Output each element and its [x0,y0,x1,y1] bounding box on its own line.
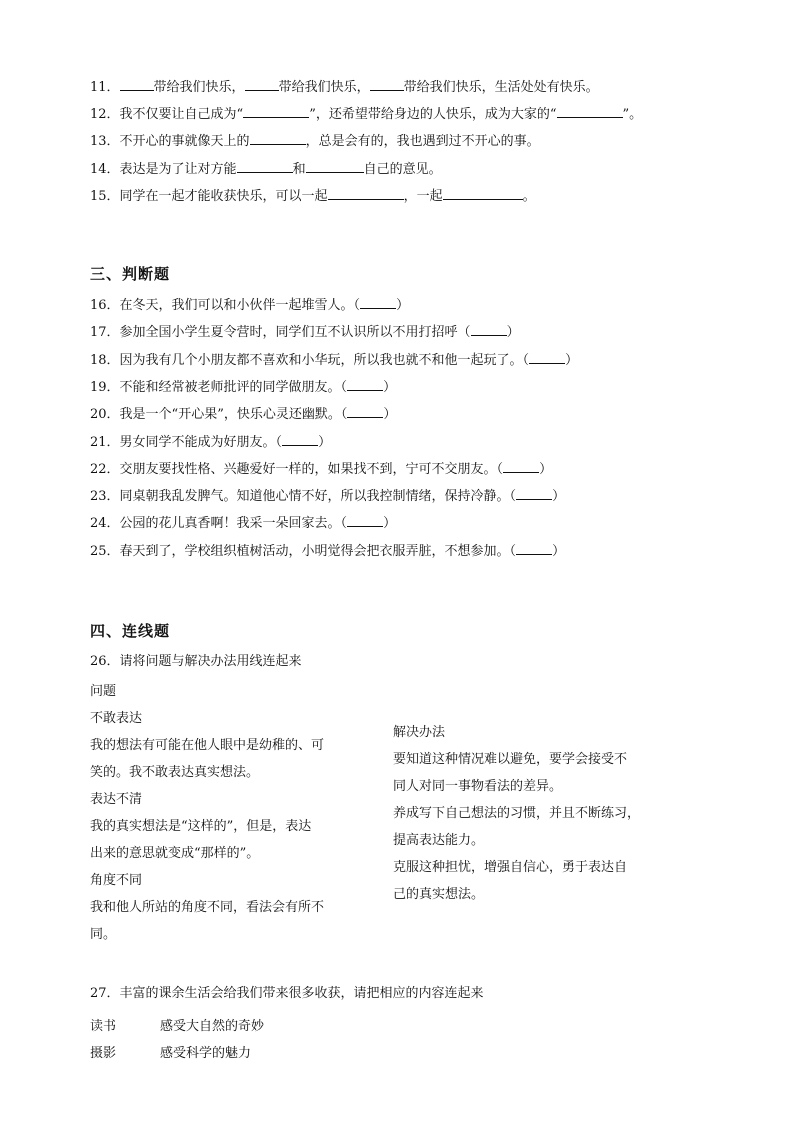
activity-item[interactable]: 摄影 [90,1046,117,1061]
answer-blank[interactable] [529,351,565,364]
judgment-question: 16．在冬天，我们可以和小伙伴一起堆雪人。（ ） [90,298,410,313]
answer-blank[interactable] [245,78,279,91]
answer-blank[interactable] [250,132,306,145]
judgment-question: 19．不能和经常被老师批评的同学做朋友。（ ） [90,379,397,395]
solution-text: 要知道这种情况难以避免，要学会接受不 [393,752,628,767]
problem-column [90,678,324,948]
answer-blank[interactable] [306,160,364,173]
judgment-question: 17．参加全国小学生夏令营时，同学们互不认识所以不用打招呼（ ） [90,325,520,341]
problem-text: 角度不同 [90,873,143,888]
problem-text: 我的真实想法是“这样的”，但是，表达 [90,819,312,834]
solution-text: 同人对同一事物看法的差异。 [393,779,563,794]
match-row [90,1015,264,1034]
answer-blank[interactable] [471,323,507,336]
question-11: 11． 带给我们快乐， 带给我们快乐， 带给我们快乐，生活处处有快乐。 [90,80,599,95]
problem-text: 表达不清 [90,792,143,807]
answer-blank[interactable] [347,514,383,527]
solution-column [393,719,640,908]
answer-blank[interactable] [516,487,552,500]
answer-blank[interactable] [347,378,383,391]
judgment-question: 24．公园的花儿真香啊！我采一朵回家去。（ ） [90,516,397,532]
solution-text: 己的真实想法。 [393,887,485,902]
question-26-prompt: 26．请将问题与解决办法用线连起来 [90,654,302,669]
section-title-matching: 四、连线题 [90,622,171,640]
problem-text: 同。 [90,927,117,942]
problem-text: 我的想法有可能在他人眼中是幼稚的、可 [90,738,325,753]
answer-blank[interactable] [328,187,404,200]
answer-blank[interactable] [237,160,293,173]
solution-text: 克服这种担忧，增强自信心，勇于表达自 [393,860,628,875]
solution-text: 养成写下自己想法的习惯，并且不断练习， [393,806,641,821]
question-12: 12．我不仅要让自己成为“ ”，还希望带给身边的人快乐，成为大家的“ ”。 [90,107,643,122]
judgment-question: 23．同桌朝我乱发脾气。知道他心情不好，所以我控制情绪，保持冷静。（ ） [90,489,566,505]
question-15: 15．同学在一起才能收获快乐，可以一起 ，一起 。 [90,189,536,204]
problem-text: 问题 [90,684,117,699]
problem-text: 笑的。我不敢表达真实想法。 [90,765,260,780]
answer-blank[interactable] [243,105,309,118]
problem-text: 我和他人所站的角度不同，看法会有所不 [90,900,325,915]
section-title-judgment: 三、判断题 [90,265,171,283]
judgment-question: 18．因为我有几个小朋友都不喜欢和小华玩，所以我也就不和他一起玩了。（ ） [90,352,579,368]
match-row [90,1042,251,1061]
benefit-item[interactable]: 感受大自然的奇妙 [160,1019,265,1034]
solution-text: 解决办法 [393,725,446,740]
benefit-item[interactable]: 感受科学的魅力 [160,1046,252,1061]
answer-blank[interactable] [443,187,523,200]
judgment-question: 25．春天到了，学校组织植树活动，小明觉得会把衣服弄脏，不想参加。（ ） [90,543,566,559]
judgment-question: 22．交朋友要找性格、兴趣爱好一样的，如果找不到，宁可不交朋友。（ ） [90,461,553,477]
judgment-question: 20．我是一个“开心果”，快乐心灵还幽默。（ ） [90,407,397,423]
problem-text: 不敢表达 [90,711,143,726]
answer-blank[interactable] [370,78,404,91]
activity-item[interactable]: 读书 [90,1019,117,1034]
question-14: 14．表达是为了让对方能 和 自己的意见。 [90,162,442,177]
answer-blank[interactable] [347,405,383,418]
answer-blank[interactable] [120,78,154,91]
answer-blank[interactable] [360,296,396,309]
question-27-prompt: 27．丰富的课余生活会给我们带来很多收获，请把相应的内容连起来 [90,986,484,1001]
answer-blank[interactable] [282,433,318,446]
answer-blank[interactable] [516,542,552,555]
judgment-question: 21．男女同学不能成为好朋友。（ ） [90,434,332,450]
solution-text: 提高表达能力。 [393,833,485,848]
question-13: 13．不开心的事就像天上的 ，总是会有的，我也遇到过不开心的事。 [90,134,540,149]
answer-blank[interactable] [557,105,623,118]
answer-blank[interactable] [503,460,539,473]
problem-text: 出来的意思就变成“那样的”。 [90,846,260,861]
